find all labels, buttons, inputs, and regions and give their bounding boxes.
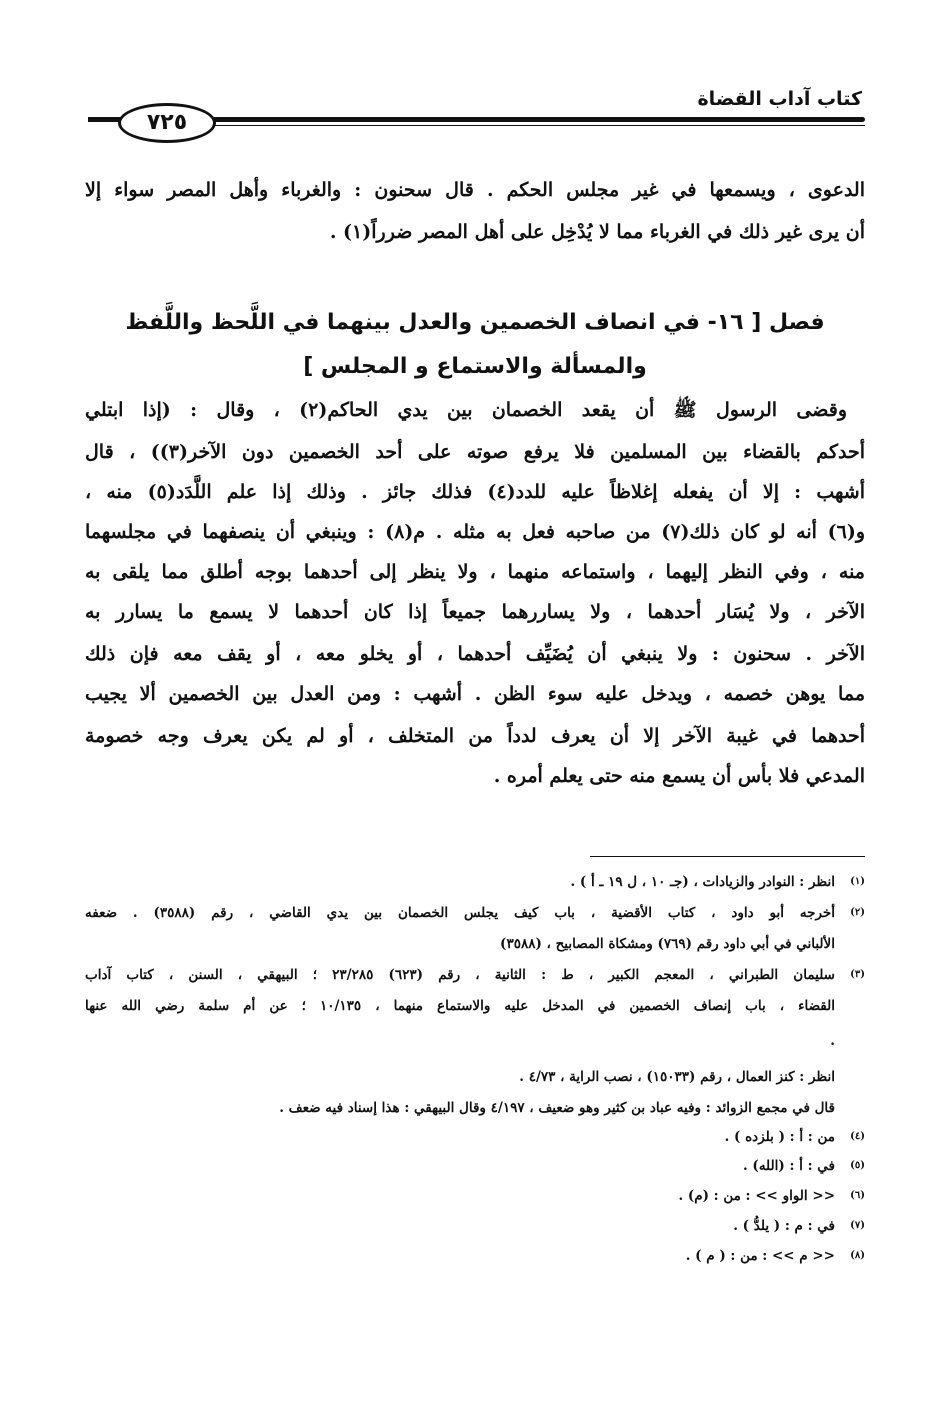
footnote-4: (٤)من : أ : ( بلزده ) . [724,1129,865,1145]
footnote-3: (٣) سليمان الطبراني ، المعجم الكبير ، ط : الثانية ، رقم (٦٢٣) ٢٣/٢٨٥ ؛ البيهقي ، السنن ، كتاب آداب [85,967,865,983]
footnote-1: (١)انظر : النوادر والزيادات ، (جـ ١٠ ، ل ١٩ ـ أ ) . [570,874,865,890]
body-line: المدعي فلا بأس أن يسمع منه حتى يعلم أمره . [493,765,865,787]
footnote-6: (٦)<< الواو >> : من : (م) . [678,1188,865,1204]
intro-line: أن يرى غير ذلك في الغرباء مما لا يُدْخِل على أهل المصر ضرراً(١) . [329,221,865,243]
footnote-8: (٨)<< م >> : من : ( م ) . [685,1248,865,1264]
body-line: الآخر . سحنون : ولا ينبغي أن يُضَيِّف أحدهما ، أو يخلو معه ، أو يقف معه فإن ذلك [85,643,865,665]
body-line: مما يوهن خصمه ، ويدخل عليه سوء الظن . أشهب : ومن العدل بين الخصمين ألا يجيب [85,683,865,705]
body-line: الآخر ، ولا يُسَار أحدهما ، ولا يساررهما جميعاً إذا كان أحدهما لا يسمع ما يسارر به [85,601,865,623]
body-line: أحدكم بالقضاء بين المسلمين فلا يرفع صوته على أحد الخصمين دون الآخر(٣)) ، قال [85,441,865,463]
section-title-line: والمسألة والاستماع و المجلس ] [303,354,647,379]
footnote-5: (٥)في : أ : (الله) . [743,1158,865,1174]
footnote-2: (٢) أخرجه أبو داود ، كتاب الأقضية ، باب كيف يجلس الخصمان بين يدي القاضي ، رقم (٣٥٨٨) . ضعفه [85,905,865,921]
footnote-3-cont: انظر : كنز العمال ، رقم (١٥٠٣٣) ، نصب الراية ، ٤/٧٣ . [519,1069,835,1085]
body-line: و(٦) أنه لو كان ذلك(٧) من صاحبه فعل به مثله . م(٨) : وينبغي أن ينصفهما في مجلسهما [85,521,865,543]
footnote-3-cont: القضاء ، باب إنصاف الخصمين في المدخل عليه والاستماع منهما ، ١٠/١٣٥ ؛ عن أم سلمة رضي الله عنها [85,998,835,1014]
footnote-2-cont: الألباني في أبي داود رقم (٧٦٩) ومشكاة المصابيح ، (٣٥٨٨) [500,936,835,952]
body-line: أشهب : إلا أن يفعله إغلاظاً عليه للدد(٤) فذلك جائز . وذلك إذا علم اللَّدَد(٥) منه ، [85,481,865,503]
header-rule [110,117,865,122]
body-line: منه ، وفي النظر إليهما ، واستماعه منهما ، ولا ينظر إلى أحدهما بوجه أطلق مما يلقى به [85,561,865,583]
footnote-separator [590,856,865,857]
page-number: ٧٢٥ [118,103,216,143]
footnote-7: (٧)في : م : ( يلدُّ ) . [733,1218,865,1234]
book-title: كتاب آداب القضاة [697,88,862,110]
body-line: وقضى الرسول ﷺ أن يقعد الخصمان بين يدي الحاكم(٢) ، وقال : (إذا ابتلي [85,399,847,421]
header-rule-thin [210,125,865,126]
body-line: أحدهما في غيبة الآخر إلا أن يعرف لدداً من المتخلف ، أو لم يكن يعرف وجه خصومة [85,725,865,747]
footnote-3-cont: . [830,1033,835,1049]
intro-line: الدعوى ، ويسمعها في غير مجلس الحكم . قال سحنون : والغرباء وأهل المصر سواء إلا [85,179,865,201]
footnote-3-cont: قال في مجمع الزوائد : وفيه عباد بن كثير وهو ضعيف ، ٤/١٩٧ وقال البيهقي : هذا إسناد فيه ضعف . [279,1100,835,1116]
section-title-line: فصل [ ١٦- في انصاف الخصمين والعدل بينهما في اللَّحظ واللَّفظ [125,310,825,335]
